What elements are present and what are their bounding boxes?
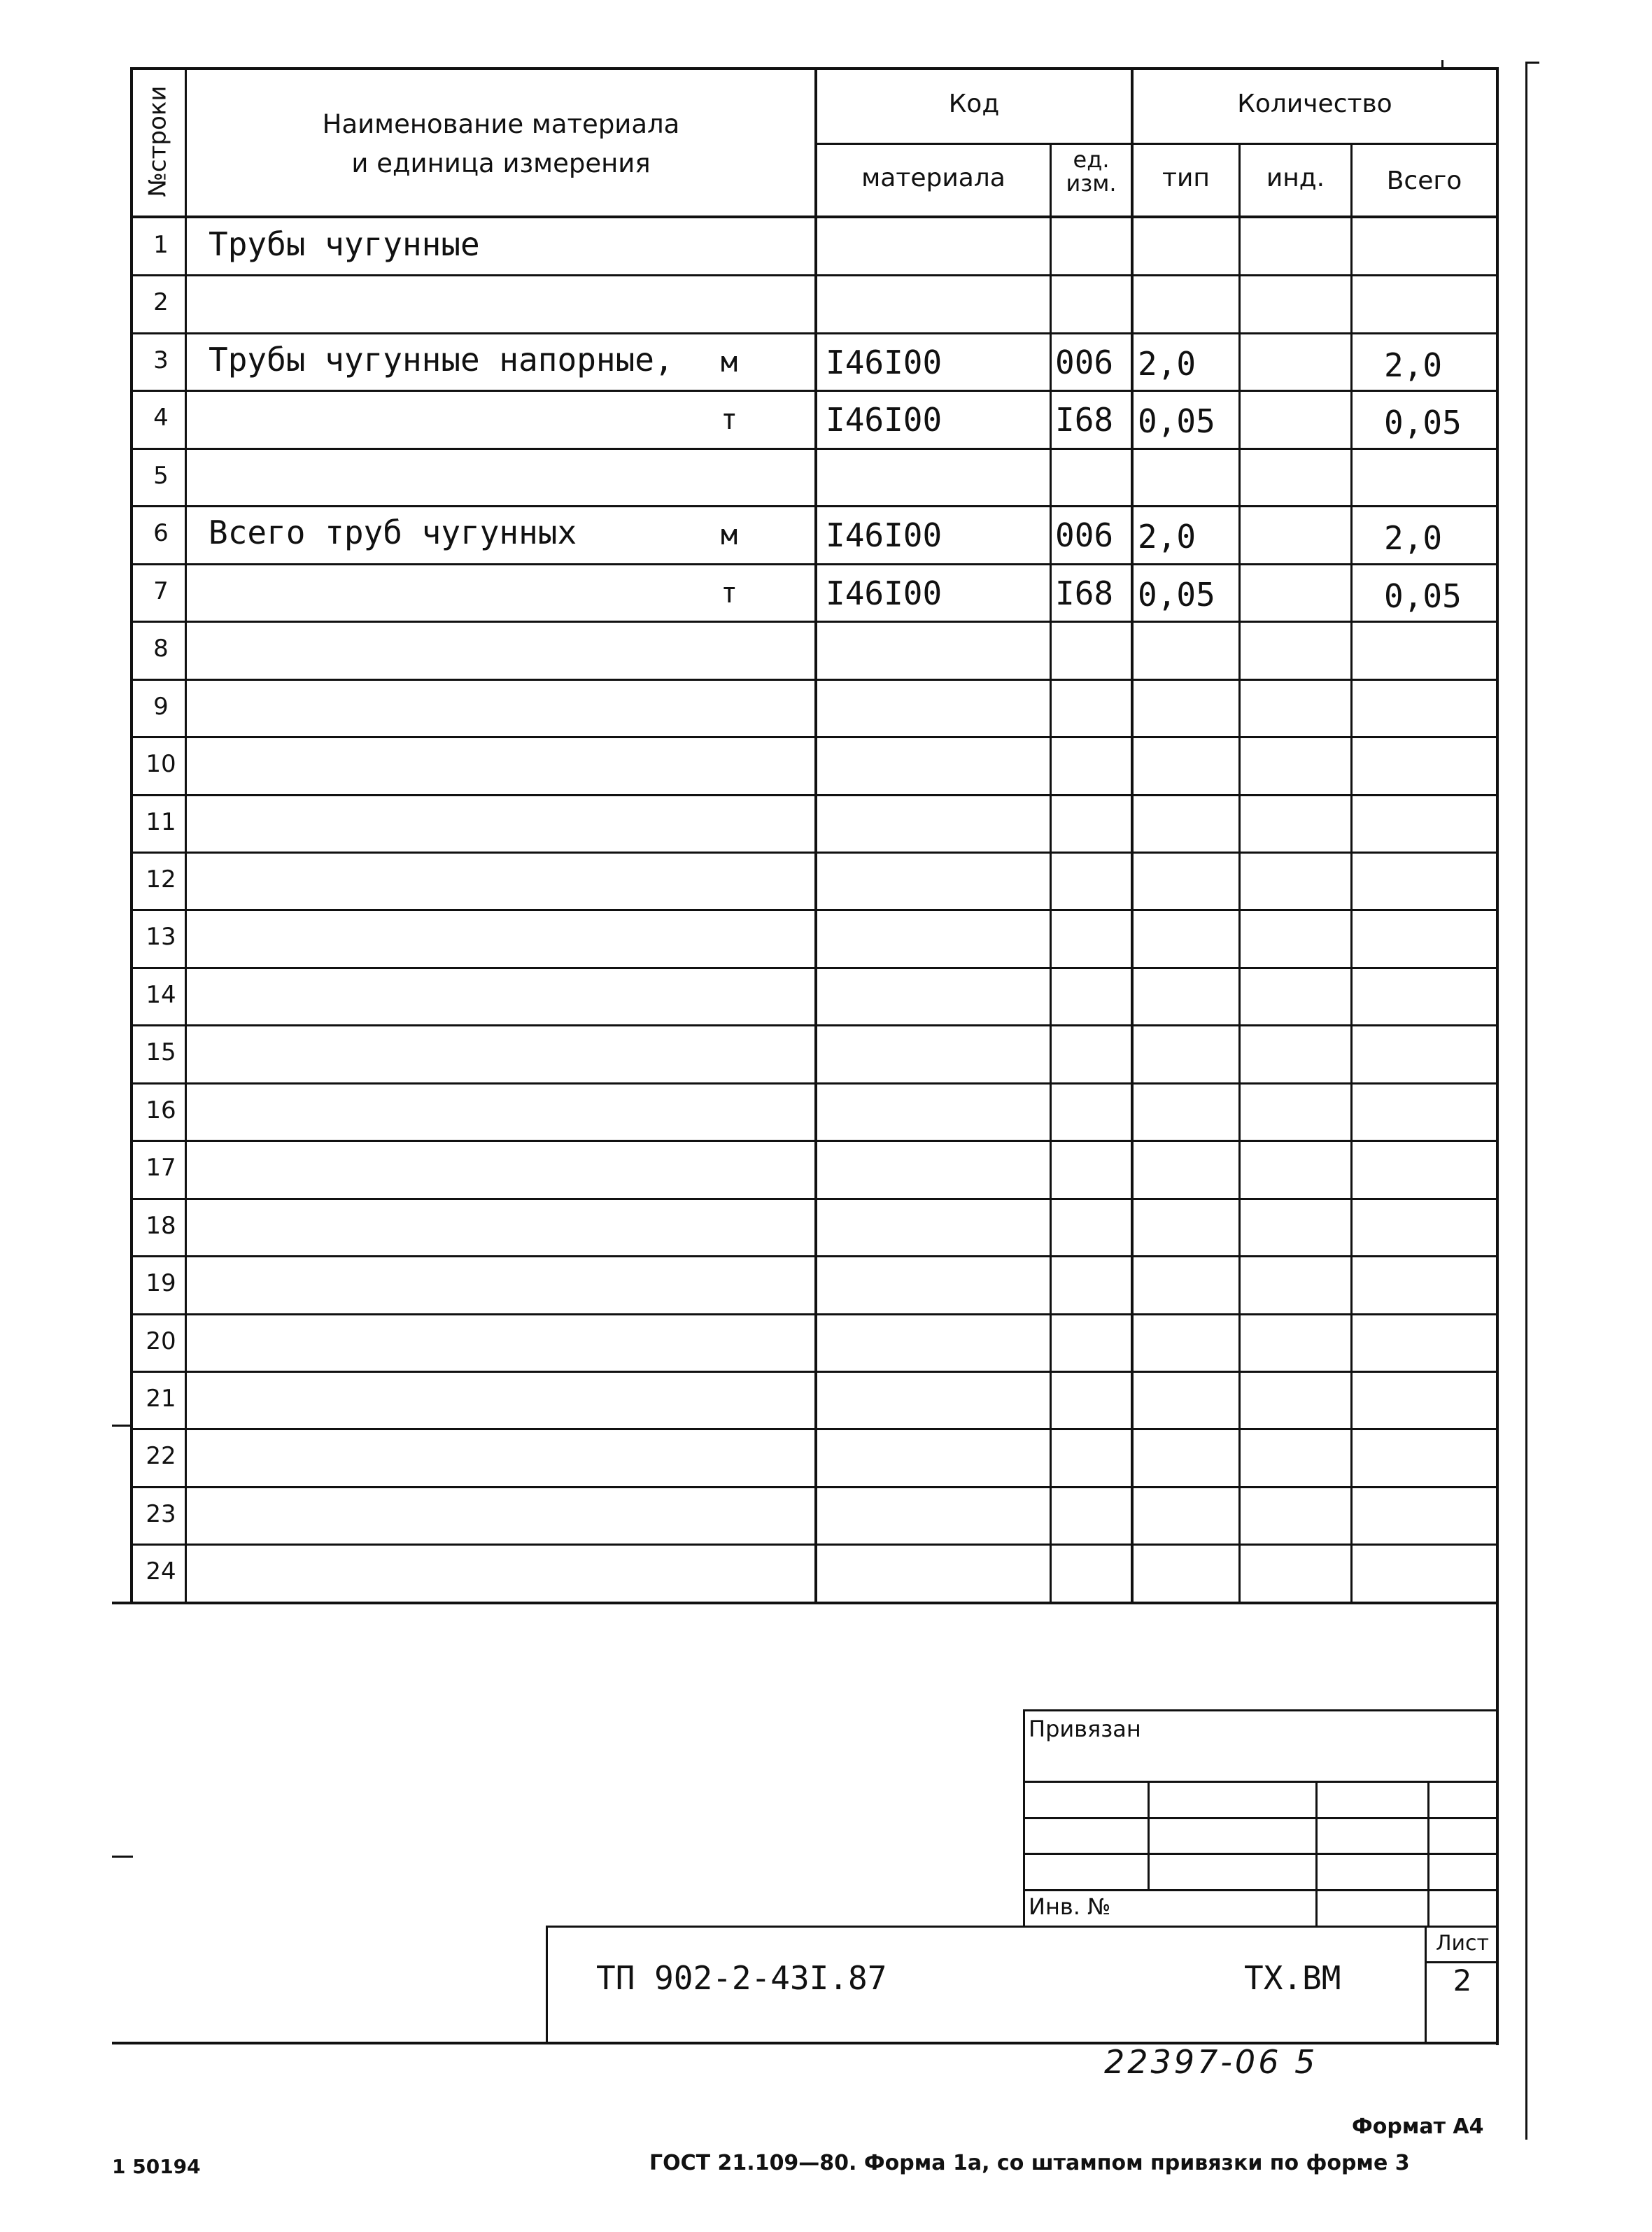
unit-of-measure: м — [721, 346, 738, 379]
row-line — [130, 332, 1499, 334]
row-number: 4 — [153, 404, 169, 432]
row-number: 24 — [146, 1558, 176, 1585]
row-number: 18 — [146, 1212, 176, 1240]
row-number: 22 — [146, 1442, 176, 1470]
table-bottom-border — [112, 1602, 1499, 1604]
title-left-line — [546, 1926, 548, 2043]
row-line — [130, 1082, 1499, 1085]
qty-total-header: Всего — [1386, 167, 1462, 195]
row-number: 19 — [146, 1269, 176, 1297]
row-number: 15 — [146, 1038, 176, 1066]
document-code: ТП 902-2-43I.87 — [596, 1959, 887, 1997]
material-name: Трубы чугунные — [209, 225, 480, 263]
row-number: 9 — [153, 693, 169, 721]
row-number: 1 — [153, 231, 169, 259]
qty-total: 2,0 — [1384, 519, 1443, 557]
material-code: I46I00 — [826, 516, 943, 554]
qty-type: 0,05 — [1138, 576, 1215, 614]
row-number: 8 — [153, 635, 169, 663]
code-header: Код — [948, 90, 1000, 118]
row-line — [130, 505, 1499, 507]
table-right-border — [1496, 67, 1499, 2045]
unit-of-measure: т — [721, 577, 738, 609]
row-number: 12 — [146, 866, 176, 893]
qty-total: 2,0 — [1384, 346, 1443, 384]
row-line — [130, 1428, 1499, 1430]
col-line-code — [1050, 143, 1052, 1603]
unit-of-measure: м — [721, 519, 738, 551]
row-line — [130, 1486, 1499, 1488]
qty-type-header: тип — [1162, 164, 1210, 192]
row-number: 7 — [153, 577, 169, 605]
material-code: I46I00 — [826, 401, 943, 439]
row-number-header-label: №строки — [143, 85, 172, 197]
row-line — [130, 1544, 1499, 1546]
material-code: I46I00 — [826, 574, 943, 612]
unit-of-measure: т — [721, 404, 738, 436]
row-line — [130, 967, 1499, 969]
right-margin-tick — [1525, 62, 1539, 64]
code-material-header: материала — [861, 164, 1005, 192]
stamp-vline-3 — [1427, 1781, 1429, 1926]
row-number: 21 — [146, 1385, 176, 1413]
row-line — [130, 390, 1499, 392]
unit-code: I68 — [1055, 574, 1114, 612]
col-line-type — [1238, 143, 1241, 1603]
row-line — [130, 563, 1499, 565]
row-line — [130, 1313, 1499, 1315]
margin-tick-2 — [112, 1856, 133, 1858]
stamp-top-line — [1023, 1709, 1499, 1711]
top-tick — [1441, 60, 1443, 70]
qty-total: 0,05 — [1384, 404, 1462, 442]
format-label: Формат А4 — [1352, 2114, 1484, 2139]
header-mid-line — [814, 143, 1499, 145]
row-line — [130, 1371, 1499, 1373]
stamp-vline-1 — [1148, 1781, 1150, 1889]
row-number: 2 — [153, 288, 169, 316]
title-sheet-line — [1425, 1926, 1427, 2043]
row-number: 23 — [146, 1500, 176, 1528]
header-bottom-line — [130, 216, 1499, 218]
row-line — [130, 736, 1499, 738]
row-number: 5 — [153, 462, 169, 490]
row-line — [130, 274, 1499, 276]
sheet-label: Лист — [1435, 1931, 1490, 1956]
qty-type: 0,05 — [1138, 402, 1215, 440]
row-number: 6 — [153, 519, 169, 547]
row-line — [130, 794, 1499, 796]
row-line — [130, 679, 1499, 681]
gost-reference: ГОСТ 21.109—80. Форма 1а, со штампом привязки по форме 3 — [649, 2151, 1410, 2175]
row-number: 14 — [146, 981, 176, 1009]
left-footer-code: 1 50194 — [112, 2155, 201, 2178]
unit-code: I68 — [1055, 401, 1114, 439]
margin-tick-1 — [112, 1425, 133, 1427]
row-line — [130, 852, 1499, 854]
row-number-header — [137, 70, 179, 213]
material-name: Всего труб чугунных — [209, 514, 577, 551]
material-name: Трубы чугунные напорные, — [209, 341, 674, 379]
title-top-line — [546, 1926, 1499, 1928]
stamp-vline-2 — [1315, 1781, 1318, 1926]
row-number: 20 — [146, 1327, 176, 1355]
code-unit-header: ед. изм. — [1066, 146, 1117, 197]
row-line — [130, 909, 1499, 911]
sheet-number: 2 — [1453, 1963, 1472, 1998]
row-number: 3 — [153, 346, 169, 374]
unit-code: 006 — [1055, 516, 1114, 554]
row-number: 17 — [146, 1154, 176, 1182]
material-code: I46I00 — [826, 344, 943, 381]
row-number: 13 — [146, 923, 176, 951]
row-line — [130, 448, 1499, 450]
row-line — [130, 621, 1499, 623]
qty-type: 2,0 — [1138, 345, 1196, 383]
row-number: 10 — [146, 750, 176, 778]
row-line — [130, 1198, 1499, 1200]
qty-type: 2,0 — [1138, 518, 1196, 556]
row-number: 16 — [146, 1096, 176, 1124]
inv-no-label: Инв. № — [1029, 1893, 1111, 1920]
name-header: Наименование материала и единица измерения — [322, 109, 680, 178]
row-line — [130, 1255, 1499, 1257]
row-line — [130, 1024, 1499, 1026]
col-line-ind — [1350, 143, 1353, 1603]
quantity-header: Количество — [1237, 90, 1392, 118]
right-margin-line — [1525, 62, 1527, 2140]
unit-code: 006 — [1055, 344, 1114, 381]
qty-ind-header: инд. — [1266, 164, 1325, 192]
bound-label: Привязан — [1029, 1716, 1141, 1742]
document-section: ТХ.ВМ — [1244, 1959, 1341, 1997]
handwritten-number: 22397-06 5 — [1104, 2043, 1318, 2081]
row-number: 11 — [146, 808, 176, 836]
row-line — [130, 1140, 1499, 1142]
qty-total: 0,05 — [1384, 577, 1462, 615]
